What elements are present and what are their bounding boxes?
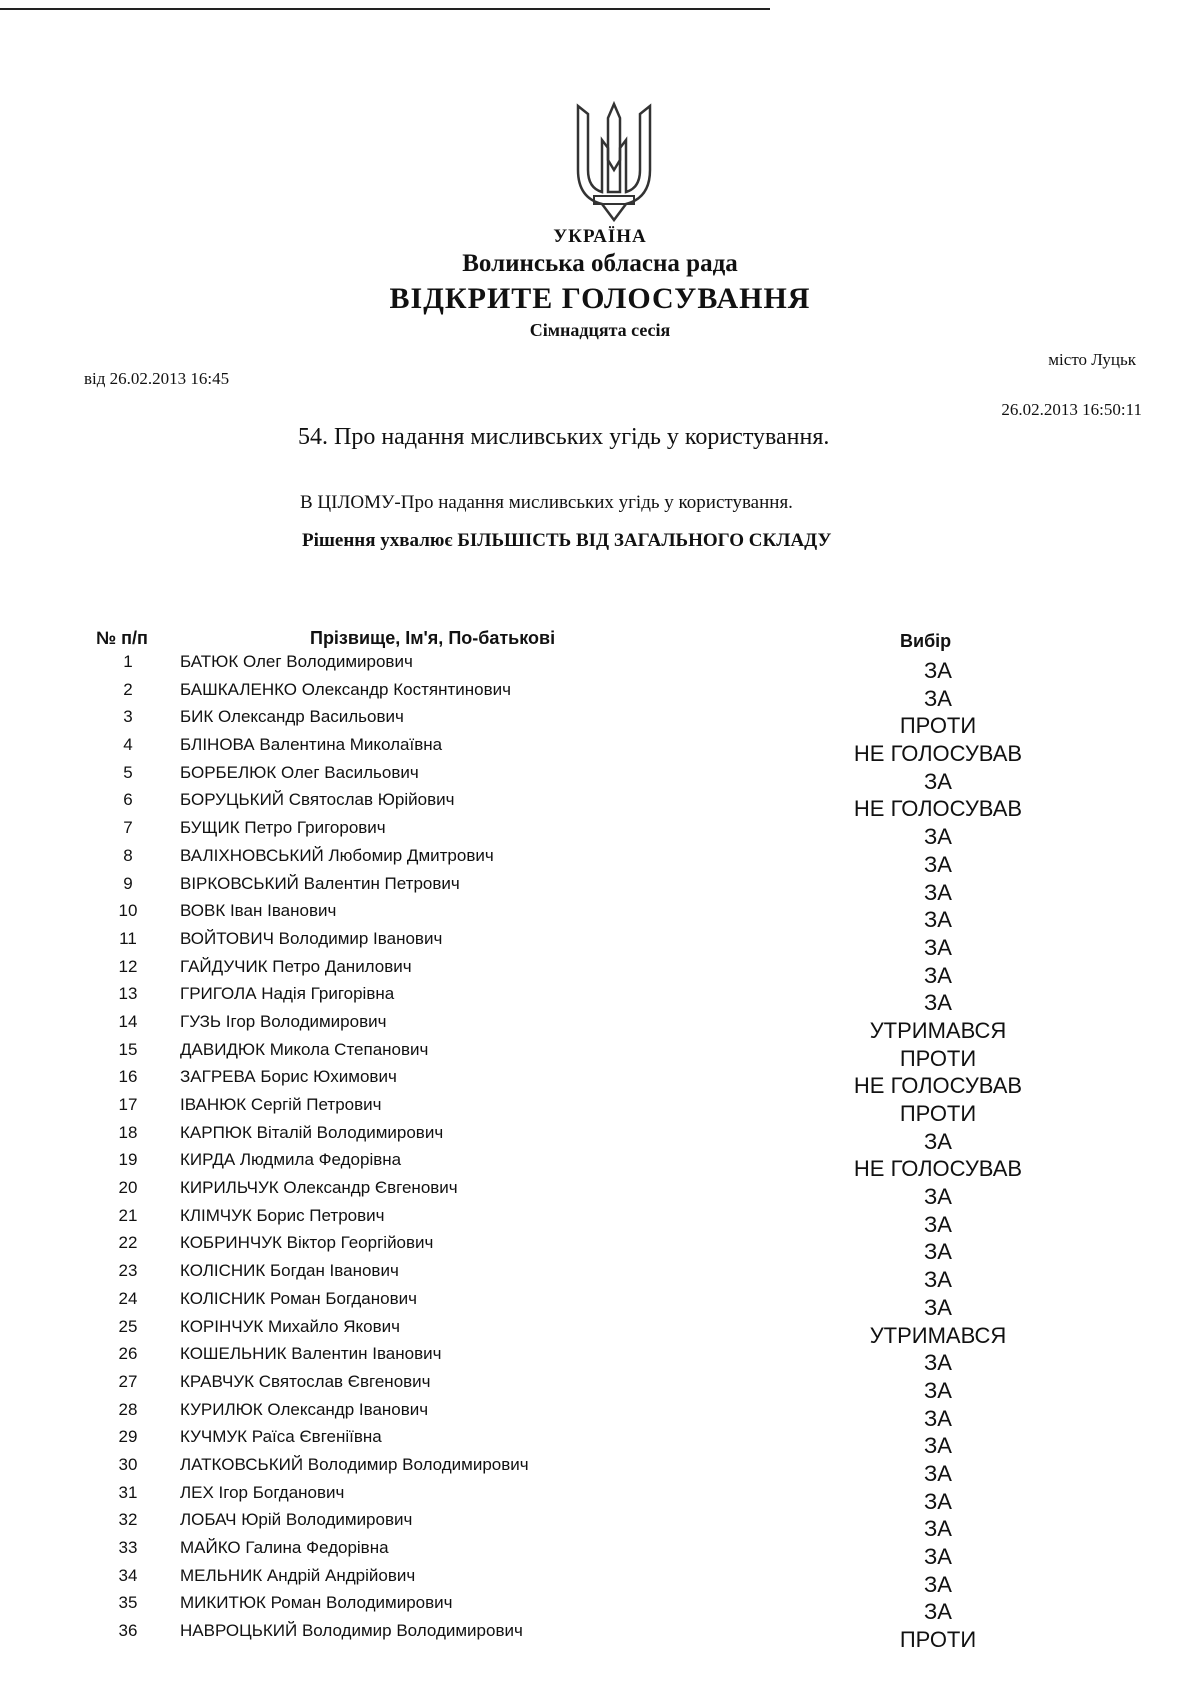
row-number: 11 <box>119 928 137 948</box>
vote-choice: ЗА <box>924 1544 952 1569</box>
country-heading: УКРАЇНА <box>553 226 647 247</box>
vote-table-body <box>0 652 1200 1653</box>
row-number: 29 <box>118 1427 138 1447</box>
vote-choice: УТРИМАВСЯ <box>869 1322 1007 1348</box>
table-row <box>0 652 1200 683</box>
table-row <box>0 790 1200 822</box>
table-row <box>0 1122 1200 1154</box>
table-row <box>0 984 1200 1016</box>
deputy-name: МАЙКО Галина Федорівна <box>180 1538 389 1557</box>
vote-choice: ЗА <box>924 1128 952 1154</box>
table-row <box>0 1067 1200 1099</box>
vote-choice: ЗА <box>924 685 952 711</box>
table-row <box>0 845 1200 877</box>
table-row <box>0 735 1200 767</box>
row-number: 3 <box>123 707 133 727</box>
vote-choice: ЗА <box>924 1571 952 1597</box>
deputy-name: БУЩИК Петро Григорович <box>180 818 386 838</box>
row-number: 26 <box>118 1344 138 1364</box>
vote-choice: ЗА <box>924 1211 952 1237</box>
row-number: 5 <box>123 762 133 782</box>
deputy-name: ЛАТКОВСЬКИЙ Володимир Володимирович <box>180 1454 529 1474</box>
vote-choice: ЗА <box>924 1350 952 1376</box>
agenda-item-subtitle: В ЦІЛОМУ-Про надання мисливських угідь у користування. <box>300 492 793 513</box>
vote-choice: НЕ ГОЛОСУВАВ <box>853 796 1023 822</box>
vote-choice: ЗА <box>924 879 952 905</box>
column-header-name: Прізвище, Ім'я, По-батькові <box>310 628 556 648</box>
table-row <box>0 707 1200 739</box>
table-row <box>0 1538 1200 1569</box>
row-number: 24 <box>118 1288 138 1308</box>
row-number: 23 <box>118 1261 138 1281</box>
deputy-name: ЛЕХ Ігор Богданович <box>180 1482 345 1502</box>
decision-rule: Рішення ухвалює БІЛЬШІСТЬ ВІД ЗАГАЛЬНОГО СКЛАДУ <box>302 530 832 551</box>
table-row <box>0 1261 1200 1293</box>
row-number: 20 <box>118 1178 138 1198</box>
row-number: 33 <box>118 1538 138 1557</box>
row-number: 14 <box>118 1011 138 1031</box>
row-number: 34 <box>118 1565 138 1585</box>
table-row <box>0 1288 1200 1320</box>
deputy-name: ГУЗЬ Ігор Володимирович <box>180 1011 387 1031</box>
vote-choice: НЕ ГОЛОСУВАВ <box>853 1156 1023 1182</box>
deputy-name: ЗАГРЕВА Борис Юхимович <box>180 1067 397 1087</box>
row-number: 28 <box>118 1399 138 1419</box>
table-row <box>0 1454 1200 1486</box>
deputy-name: БЛІНОВА Валентина Миколаївна <box>180 735 443 755</box>
vote-choice: ЗА <box>924 1267 952 1293</box>
deputy-name: НАВРОЦЬКИЙ Володимир Володимирович <box>180 1621 523 1641</box>
row-number: 22 <box>118 1233 138 1253</box>
table-row <box>0 1039 1200 1071</box>
row-number: 13 <box>118 984 138 1004</box>
deputy-name: КОЛІСНИК Богдан Іванович <box>180 1261 399 1281</box>
agenda-item-title: 54. Про надання мисливських угідь у користування. <box>298 424 830 450</box>
deputy-name: КОЛІСНИК Роман Богданович <box>180 1288 417 1308</box>
row-number: 15 <box>118 1039 138 1059</box>
column-header-choice: Вибір <box>900 631 952 651</box>
table-row <box>0 956 1200 988</box>
row-number: 1 <box>123 652 133 671</box>
vote-type-heading: ВІДКРИТЕ ГОЛОСУВАННЯ <box>389 282 811 315</box>
table-row <box>0 901 1200 933</box>
row-number: 27 <box>118 1371 138 1391</box>
deputy-name: ГРИГОЛА Надія Григорівна <box>180 984 395 1004</box>
city-label: місто Луцьк <box>1048 350 1136 369</box>
table-row <box>0 1399 1200 1431</box>
vote-choice: ПРОТИ <box>899 1045 977 1071</box>
vote-choice: ЗА <box>924 768 952 794</box>
deputy-name: МИКИТЮК Роман Володимирович <box>180 1593 453 1613</box>
row-number: 31 <box>118 1482 138 1502</box>
row-number: 10 <box>118 901 138 921</box>
table-header <box>0 628 1200 652</box>
deputy-name: КОБРИНЧУК Віктор Георгійович <box>180 1233 434 1253</box>
deputy-name: БАТЮК Олег Володимирович <box>180 652 413 671</box>
deputy-name: КУЧМУК Раїса Євгеніївна <box>180 1427 382 1447</box>
row-number: 16 <box>118 1067 138 1087</box>
deputy-name: БАШКАЛЕНКО Олександр Костянтинович <box>180 679 511 699</box>
deputy-name: КИРДА Людмила Федорівна <box>180 1150 402 1170</box>
trident-emblem-icon <box>572 100 656 224</box>
table-row <box>0 1150 1200 1182</box>
deputy-name: КУРИЛЮК Олександр Іванович <box>180 1399 429 1419</box>
vote-date-right: 26.02.2013 16:50:11 <box>1001 400 1142 419</box>
row-number: 36 <box>118 1621 138 1641</box>
row-number: 21 <box>118 1205 138 1225</box>
row-number: 9 <box>123 873 133 893</box>
deputy-name: ВІРКОВСЬКИЙ Валентин Петрович <box>180 873 460 893</box>
deputy-name: ВОВК Іван Іванович <box>180 901 337 921</box>
row-number: 17 <box>118 1095 138 1114</box>
session-heading: Сімнадцята сесія <box>529 320 671 340</box>
vote-choice: ПРОТИ <box>899 1101 977 1126</box>
deputy-name: КАРПЮК Віталій Володимирович <box>180 1122 444 1142</box>
vote-choice: ЗА <box>924 1516 952 1542</box>
vote-choice: ЗА <box>924 1239 952 1265</box>
table-row <box>0 762 1200 794</box>
vote-date-left: від 26.02.2013 16:45 <box>84 369 230 388</box>
table-row <box>0 873 1200 905</box>
row-number: 30 <box>118 1454 138 1474</box>
table-row <box>0 1593 1200 1625</box>
table-row <box>0 818 1200 850</box>
council-heading: Волинська обласна рада <box>462 250 738 277</box>
vote-choice: ЗА <box>924 1460 952 1486</box>
deputy-name: ЛОБАЧ Юрій Володимирович <box>180 1510 413 1530</box>
deputy-name: ВОЙТОВИЧ Володимир Іванович <box>180 928 443 948</box>
row-number: 35 <box>118 1593 138 1613</box>
deputy-name: БОРБЕЛЮК Олег Васильович <box>180 762 419 782</box>
vote-choice: ЗА <box>924 658 952 683</box>
vote-choice: ЗА <box>924 824 952 850</box>
vote-choice: НЕ ГОЛОСУВАВ <box>853 741 1023 767</box>
table-row <box>0 1427 1200 1459</box>
deputy-name: КЛІМЧУК Борис Петрович <box>180 1205 385 1225</box>
deputy-name: ІВАНЮК Сергій Петрович <box>180 1095 382 1114</box>
table-row <box>0 1621 1200 1653</box>
table-row <box>0 928 1200 960</box>
vote-choice: ЗА <box>924 1599 952 1625</box>
vote-choice: ЗА <box>924 907 952 933</box>
table-row <box>0 1095 1200 1126</box>
row-number: 6 <box>123 790 133 810</box>
deputy-name: КОШЕЛЬНИК Валентин Іванович <box>180 1344 442 1364</box>
table-row <box>0 1233 1200 1265</box>
table-row <box>0 1178 1200 1210</box>
deputy-name: ДАВИДЮК Микола Степанович <box>180 1039 429 1059</box>
table-row <box>0 1205 1200 1237</box>
table-row <box>0 1011 1200 1043</box>
row-number: 2 <box>123 679 133 699</box>
vote-choice: ЗА <box>924 1377 952 1403</box>
row-number: 18 <box>118 1122 138 1142</box>
row-number: 12 <box>118 956 138 976</box>
top-rule <box>0 8 770 10</box>
deputy-name: БОРУЦЬКИЙ Святослав Юрійович <box>180 790 455 810</box>
vote-choice: ЗА <box>924 934 952 960</box>
table-row <box>0 1371 1200 1403</box>
vote-choice: ЗА <box>924 1488 952 1514</box>
table-row <box>0 679 1200 711</box>
row-number: 4 <box>123 735 133 755</box>
row-number: 32 <box>118 1510 138 1530</box>
table-row <box>0 1482 1200 1514</box>
deputy-name: КИРИЛЬЧУК Олександр Євгенович <box>180 1178 458 1198</box>
deputy-name: МЕЛЬНИК Андрій Андрійович <box>180 1565 416 1585</box>
deputy-name: КОРІНЧУК Михайло Якович <box>180 1316 400 1336</box>
vote-choice: ПРОТИ <box>899 1627 977 1653</box>
row-number: 25 <box>118 1316 138 1336</box>
vote-choice: ПРОТИ <box>899 713 977 739</box>
table-row <box>0 1344 1200 1376</box>
vote-choice: ЗА <box>924 851 952 877</box>
table-row <box>0 1316 1200 1348</box>
vote-choice: ЗА <box>924 1405 952 1431</box>
table-row <box>0 1510 1200 1542</box>
row-number: 19 <box>118 1150 138 1170</box>
row-number: 8 <box>123 845 133 865</box>
column-header-num: № п/п <box>96 628 148 648</box>
table-row <box>0 1565 1200 1597</box>
vote-choice: ЗА <box>924 1184 952 1210</box>
row-number: 7 <box>123 818 133 838</box>
vote-choice: УТРИМАВСЯ <box>869 1017 1007 1043</box>
deputy-name: ГАЙДУЧИК Петро Данилович <box>180 956 412 976</box>
vote-choice: ЗА <box>924 962 952 988</box>
deputy-name: ВАЛІХНОВСЬКИЙ Любомир Дмитрович <box>180 845 494 865</box>
vote-choice: ЗА <box>924 990 952 1016</box>
deputy-name: КРАВЧУК Святослав Євгенович <box>180 1371 431 1391</box>
vote-choice: ЗА <box>924 1294 952 1320</box>
vote-choice: НЕ ГОЛОСУВАВ <box>853 1073 1023 1099</box>
vote-choice: ЗА <box>924 1433 952 1459</box>
deputy-name: БИК Олександр Васильович <box>180 707 404 727</box>
